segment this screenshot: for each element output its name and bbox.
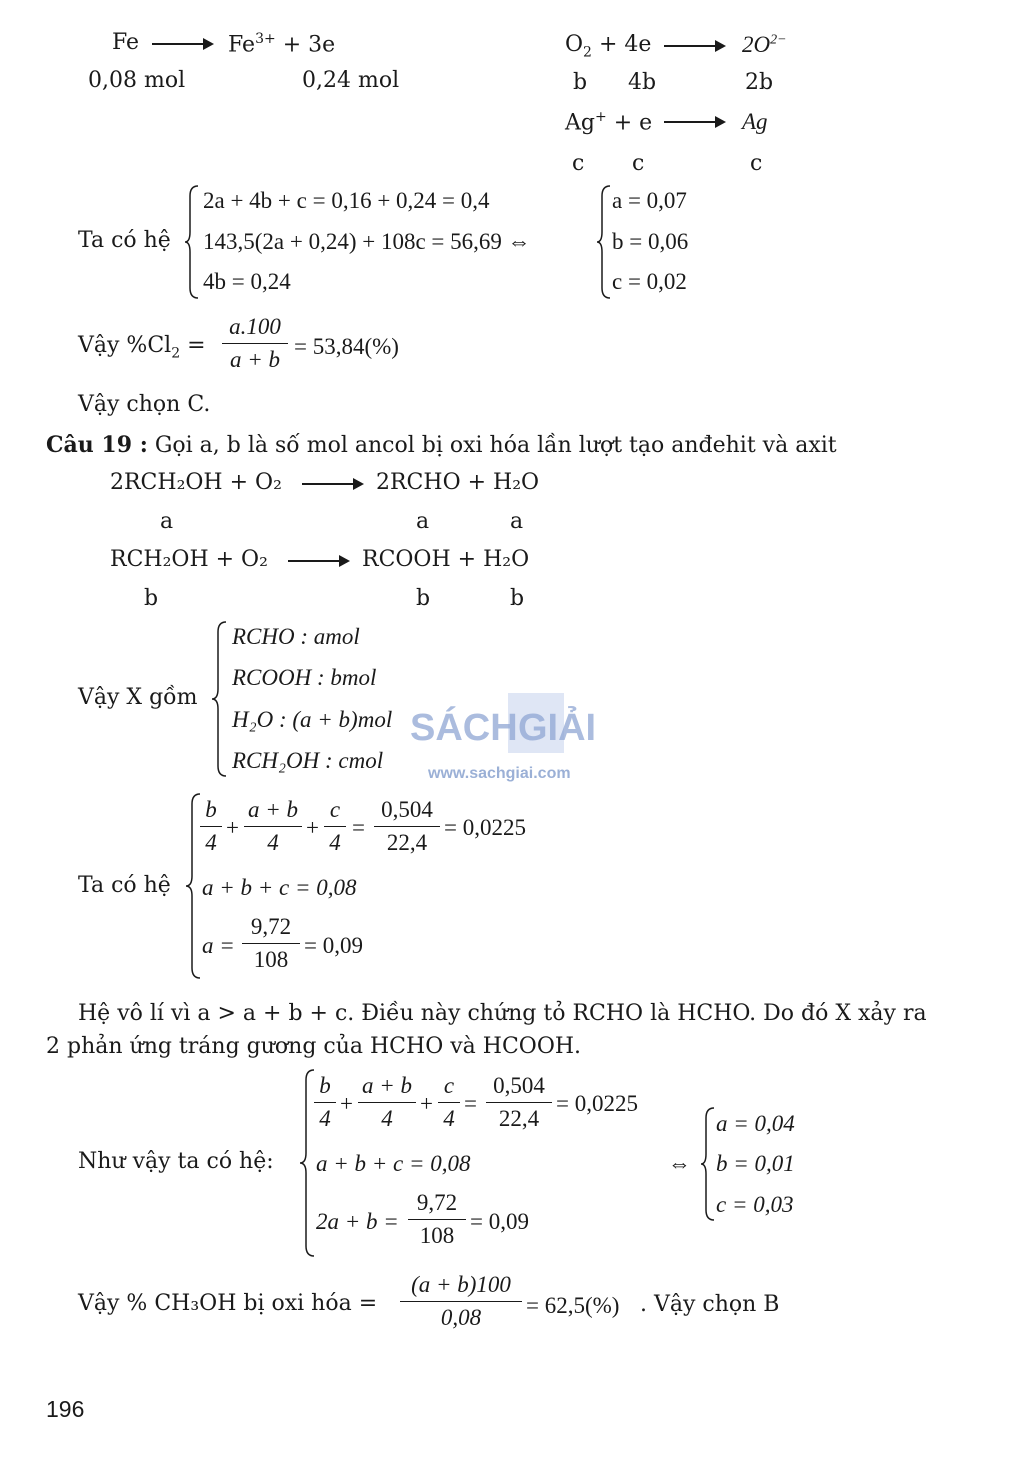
x-composition-label: Vậy X gồm [78, 685, 198, 710]
system2-frac-c4: c 4 [324, 797, 346, 856]
system2-eq3-lhs: a = [202, 933, 235, 958]
x-item-rcooh: RCOOH : bmol [232, 665, 377, 690]
system1-sol-c: c = 0,02 [612, 269, 687, 294]
x-item-rch2oh: RCH₂OH : cmol [232, 748, 384, 773]
cl2-fraction: a.100 a + b [222, 314, 288, 373]
system3-plus2: + [420, 1091, 433, 1116]
cl2-result: = 53,84(%) [294, 334, 399, 359]
fe-reactant: Fe [112, 30, 140, 55]
system3-sol-a: a = 0,04 [716, 1111, 795, 1136]
ag-row-c1: c [572, 151, 585, 176]
system1-eq3: 4b = 0,24 [203, 269, 291, 294]
fe-arrow [152, 43, 212, 45]
system1-solution-brace [596, 184, 612, 300]
system1-eq2: 143,5(2a + 0,24) + 108c = 56,69 ⇔ [203, 229, 531, 254]
paragraph-line2: 2 phản ứng tráng gương của HCHO và HCOOH. [46, 1034, 582, 1059]
q19-r1-arrow [302, 483, 362, 485]
o2-arrow [664, 45, 724, 47]
system3-iff: ⇔ [668, 1151, 691, 1176]
ch3oh-prefix: Vậy % CH₃OH bị oxi hóa = [78, 1291, 378, 1316]
system3-eq1-result: = 0,0225 [556, 1091, 638, 1116]
ag-reactant: Ag+ + e [565, 109, 653, 136]
o2-row-2b: 2b [745, 70, 774, 95]
o2-row-b: b [573, 70, 588, 95]
ch3oh-tail: . Vậy chọn B [640, 1292, 780, 1317]
system3-eq3-lhs: 2a + b = [316, 1209, 399, 1234]
system3-sol-c: c = 0,03 [716, 1192, 794, 1217]
system2-eq3-result: = 0,09 [304, 933, 363, 958]
system3-solution-brace [700, 1106, 716, 1222]
q19-r1-right: 2RCHO + H₂O [376, 470, 540, 495]
fe-product: $Fe^{3+} + 3e$ [228, 31, 336, 58]
q19-r2-row-b2: b [416, 586, 431, 611]
system1-sol-b: b = 0,06 [612, 229, 689, 254]
ag-row-c3: c [750, 151, 763, 176]
system3-equals: = [464, 1091, 477, 1116]
system3-frac-volume: 0,504 22,4 [486, 1073, 552, 1132]
system3-frac-b4: b 4 [314, 1073, 336, 1132]
system3-frac-mass: 9,72 108 [408, 1190, 466, 1249]
q19-r1-row-a3: a [510, 509, 524, 534]
system3-sol-b: b = 0,01 [716, 1151, 795, 1176]
system2-equals: = [352, 815, 365, 840]
x-item-h2o: H₂O : (a + b)mol [232, 707, 393, 732]
system1-sol-a: a = 0,07 [612, 188, 687, 213]
system2-label: Ta có hệ [78, 873, 171, 898]
q19-heading: Câu 19 : Gọi a, b là số mol ancol bị oxi hóa lần lượt tạo anđehit và axit [46, 432, 837, 458]
system1-eq1: 2a + 4b + c = 0,16 + 0,24 = 0,4 [203, 188, 490, 213]
q19-r2-row-b3: b [510, 586, 525, 611]
system2-plus1: + [226, 815, 239, 840]
o2-row-4b: 4b [628, 70, 657, 95]
q19-r1-row-a1: a [160, 509, 174, 534]
fe-mol-right: 0,24 mol [302, 68, 400, 93]
x-composition-brace [210, 620, 228, 778]
cl2-prefix: Vậy $\%Cl_2$ = [78, 333, 206, 362]
system3-eq3-result: = 0,09 [470, 1209, 529, 1234]
q19-r2-right: RCOOH + H₂O [362, 547, 530, 572]
q19-r2-row-b1: b [144, 586, 159, 611]
system3-eq2: a + b + c = 0,08 [316, 1151, 471, 1176]
ag-arrow [664, 121, 724, 123]
ag-product: Ag [742, 109, 768, 134]
x-item-rcho: RCHO : amol [232, 624, 360, 649]
system2-frac-b4: b 4 [200, 797, 222, 856]
ch3oh-fraction: (a + b)100 0,08 [400, 1272, 522, 1331]
page-number: 196 [46, 1396, 85, 1422]
system1-brace [184, 184, 200, 300]
watermark-giai: GIẢI [518, 707, 597, 749]
system2-frac-mass: 9,72 108 [242, 914, 300, 973]
sachgiai-watermark-logo [410, 690, 620, 760]
paragraph-line1: Hệ vô lí vì a > a + b + c. Điều này chứng tỏ RCHO là HCHO. Do đó X xảy ra [78, 1001, 927, 1026]
watermark-sach: SÁCH [410, 707, 518, 749]
system3-frac-ab4: a + b 4 [358, 1073, 416, 1132]
system1-label: Ta có hệ [78, 228, 171, 253]
ag-row-c2: c [632, 151, 645, 176]
system3-frac-c4: c 4 [438, 1073, 460, 1132]
watermark-url: www.sachgiai.com [428, 765, 571, 782]
q19-r1-left: 2RCH₂OH + O₂ [110, 470, 282, 495]
system3-label: Như vậy ta có hệ: [78, 1149, 274, 1174]
q19-r2-left: RCH₂OH + O₂ [110, 547, 268, 572]
system2-plus2: + [306, 815, 319, 840]
system3-plus1: + [340, 1091, 353, 1116]
choose-c: Vậy chọn C. [78, 392, 211, 417]
o2-reactant: $O_2 + 4e$ [565, 32, 652, 61]
system2-eq1-result: = 0,0225 [444, 815, 526, 840]
ch3oh-result: = 62,5(%) [526, 1293, 620, 1318]
fe-mol-left: 0,08 mol [88, 68, 186, 93]
q19-r2-arrow [288, 560, 348, 562]
system2-eq2: a + b + c = 0,08 [202, 875, 357, 900]
o2-product: $2O^{2-}$ [742, 32, 787, 57]
system2-frac-ab4: a + b 4 [244, 797, 302, 856]
system2-frac-volume: 0,504 22,4 [374, 797, 440, 856]
q19-r1-row-a2: a [416, 509, 430, 534]
